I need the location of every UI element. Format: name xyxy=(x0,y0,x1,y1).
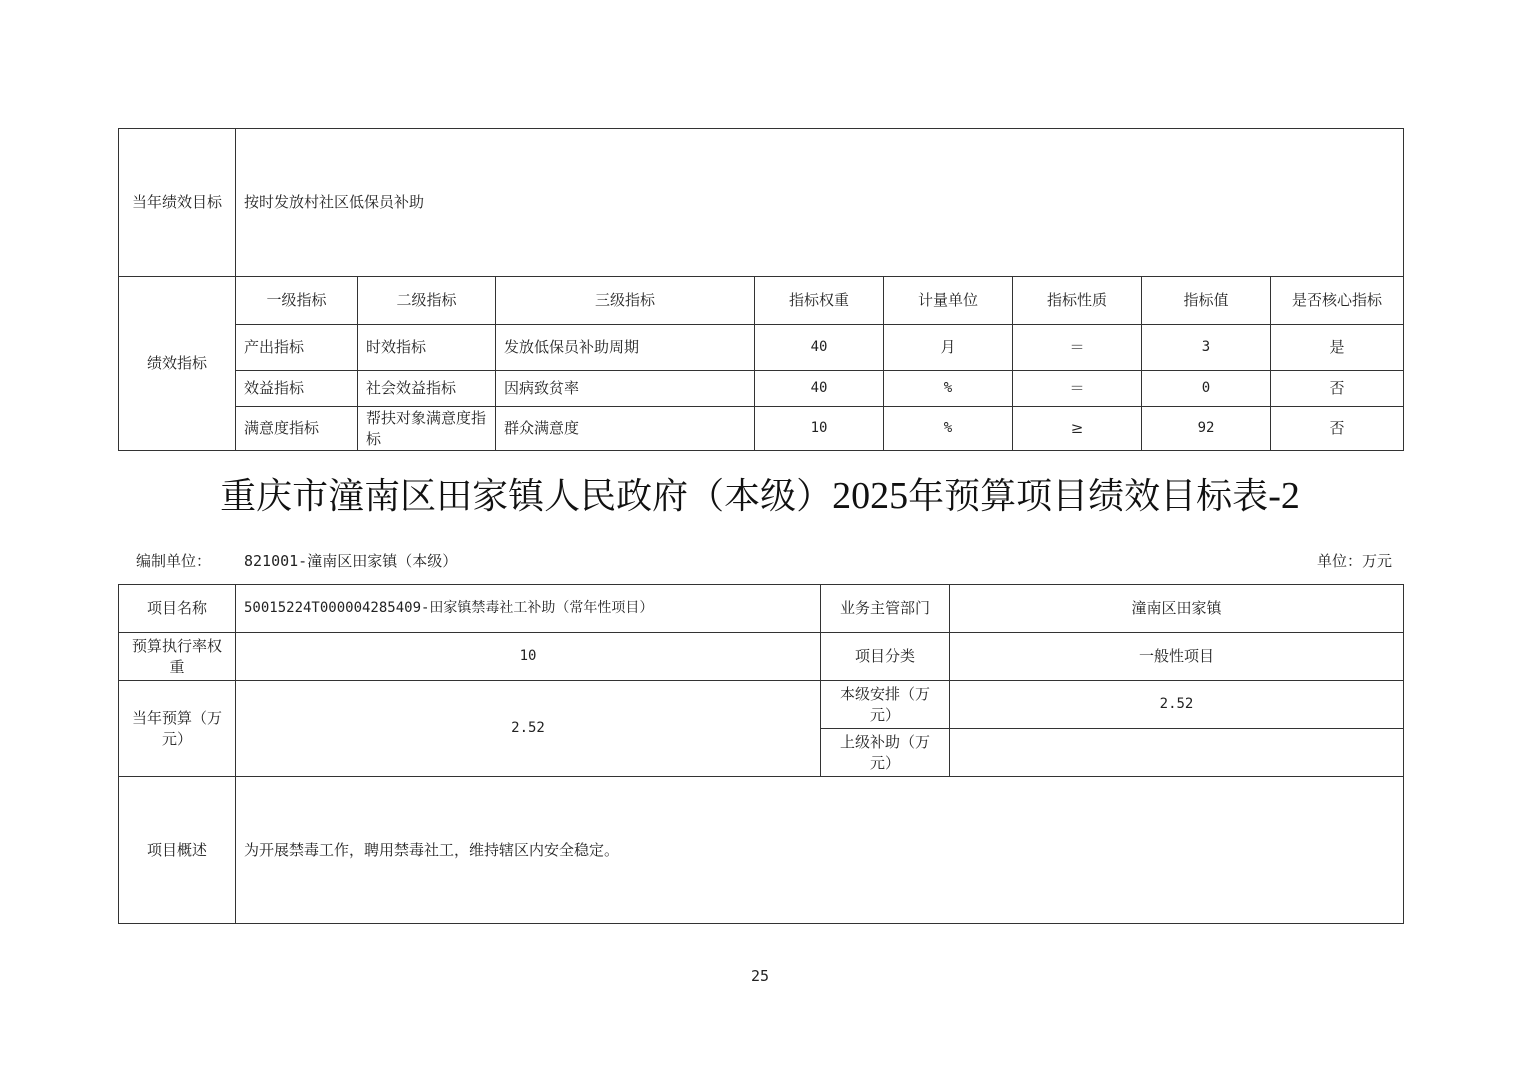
table-row xyxy=(119,407,1404,451)
cell-level3: 群众满意度 xyxy=(496,407,755,451)
cell-value: 0 xyxy=(1142,371,1271,407)
upper-label: 上级补助（万元） xyxy=(821,729,950,777)
project-name-value: 50015224T000004285409-田家镇禁毒社工补助（常年性项目） xyxy=(236,585,821,633)
title-middle: 年预算项目绩效目标表 xyxy=(908,476,1269,517)
category-label: 项目分类 xyxy=(821,633,950,681)
overview-label: 项目概述 xyxy=(119,777,236,924)
title-suffix: -2 xyxy=(1268,475,1300,517)
exec-rate-label: 预算执行率权重 xyxy=(119,633,236,681)
local-label: 本级安排（万元） xyxy=(821,681,950,729)
header-value: 指标值 xyxy=(1142,277,1271,325)
cell-unit: % xyxy=(884,407,1013,451)
overview-text: 为开展禁毒工作，聘用禁毒社工，维持辖区内安全稳定。 xyxy=(236,777,1404,924)
category-value: 一般性项目 xyxy=(950,633,1404,681)
cell-level2: 社会效益指标 xyxy=(358,371,496,407)
title-year: 2025 xyxy=(832,475,909,517)
indicators-label: 绩效指标 xyxy=(119,277,236,451)
cell-nature: ＝ xyxy=(1013,325,1142,371)
budget-value: 2.52 xyxy=(236,681,821,777)
exec-rate-value: 10 xyxy=(236,633,821,681)
header-unit: 计量单位 xyxy=(884,277,1013,325)
cell-nature: ＝ xyxy=(1013,371,1142,407)
goal-text: 按时发放村社区低保员补助 xyxy=(236,129,1404,277)
dept-value: 潼南区田家镇 xyxy=(950,585,1404,633)
header-level1: 一级指标 xyxy=(236,277,358,325)
cell-unit: 月 xyxy=(884,325,1013,371)
table-row xyxy=(119,325,1404,371)
cell-level3: 因病致贫率 xyxy=(496,371,755,407)
cell-level2: 帮扶对象满意度指标 xyxy=(358,407,496,451)
cell-core: 是 xyxy=(1271,325,1404,371)
local-value: 2.52 xyxy=(950,681,1404,729)
page-number: 25 xyxy=(750,967,770,985)
cell-weight: 40 xyxy=(755,371,884,407)
header-level2: 二级指标 xyxy=(358,277,496,325)
project-table xyxy=(118,584,1404,924)
cell-weight: 10 xyxy=(755,407,884,451)
header-nature: 指标性质 xyxy=(1013,277,1142,325)
cell-level3: 发放低保员补助周期 xyxy=(496,325,755,371)
org-value: 821001-潼南区田家镇（本级） xyxy=(244,552,458,570)
cell-weight: 40 xyxy=(755,325,884,371)
cell-unit: % xyxy=(884,371,1013,407)
goal-label: 当年绩效目标 xyxy=(119,129,236,277)
header-core: 是否核心指标 xyxy=(1271,277,1404,325)
budget-label: 当年预算（万元） xyxy=(119,681,236,777)
org-label: 编制单位： xyxy=(136,552,212,570)
cell-core: 否 xyxy=(1271,407,1404,451)
header-weight: 指标权重 xyxy=(755,277,884,325)
unit-label: 单位：万元 xyxy=(1316,552,1392,570)
cell-level1: 产出指标 xyxy=(236,325,358,371)
dept-label: 业务主管部门 xyxy=(821,585,950,633)
cell-level2: 时效指标 xyxy=(358,325,496,371)
cell-level1: 满意度指标 xyxy=(236,407,358,451)
cell-level1: 效益指标 xyxy=(236,371,358,407)
cell-value: 3 xyxy=(1142,325,1271,371)
cell-nature: ≥ xyxy=(1013,407,1142,451)
indicator-header-row xyxy=(119,277,1404,325)
page-title xyxy=(0,468,1520,519)
project-name-label: 项目名称 xyxy=(119,585,236,633)
cell-core: 否 xyxy=(1271,371,1404,407)
previous-performance-table xyxy=(118,128,1404,451)
upper-value xyxy=(950,729,1404,777)
cell-value: 92 xyxy=(1142,407,1271,451)
table-row xyxy=(119,371,1404,407)
title-prefix: 重庆市潼南区田家镇人民政府（本级） xyxy=(220,476,833,517)
header-level3: 三级指标 xyxy=(496,277,755,325)
